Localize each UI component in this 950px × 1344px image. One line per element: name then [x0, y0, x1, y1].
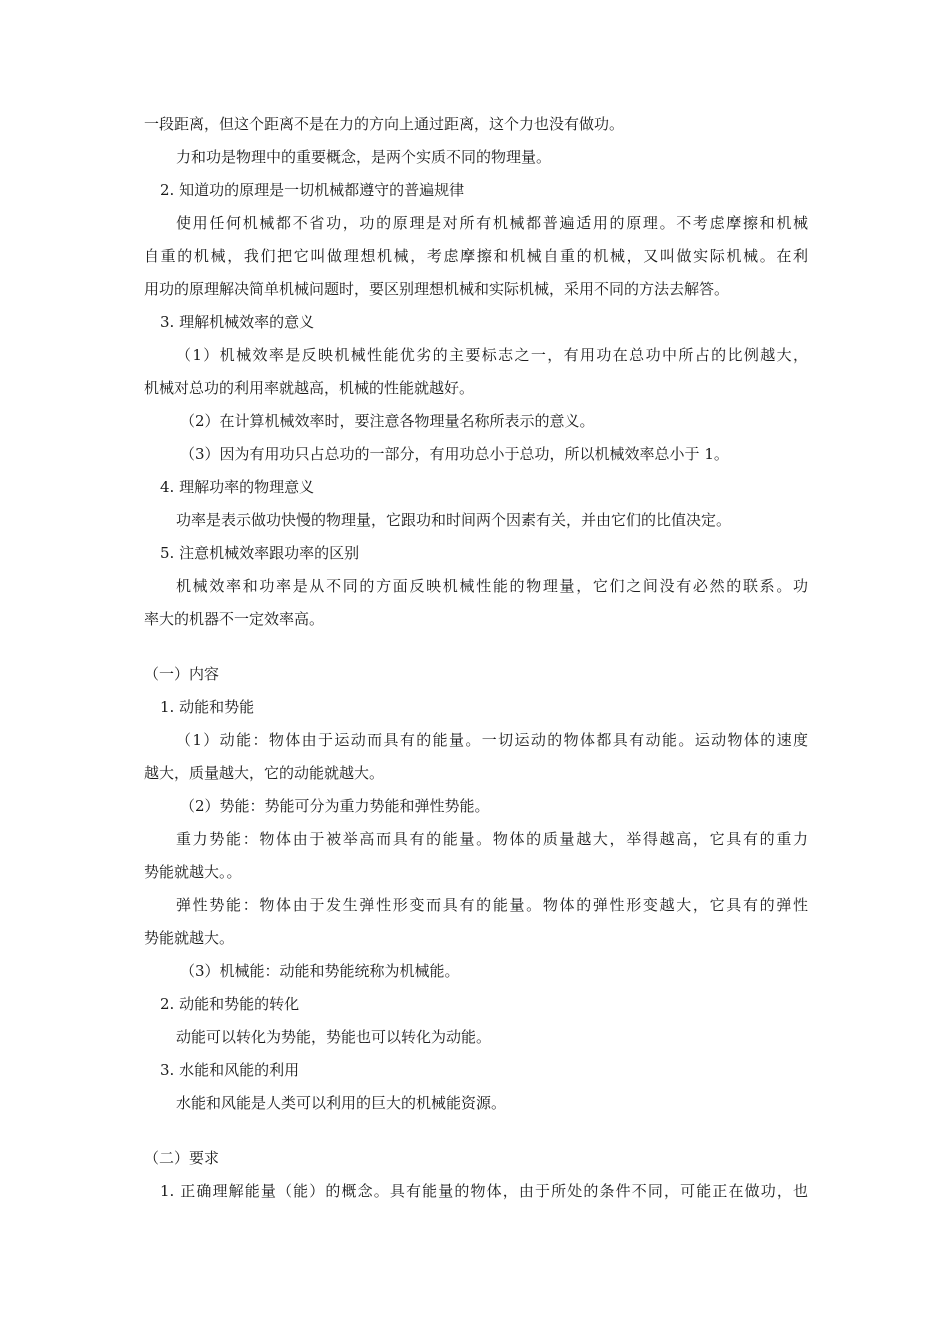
- heading-item: 1. 正确理解能量（能）的概念。具有能量的物体，由于所处的条件不同，可能正在做功，也: [160, 1182, 808, 1200]
- text-line: 使用任何机械都不省功，功的原理是对所有机械都普遍适用的原理。不考虑摩擦和机械: [176, 214, 808, 232]
- heading-item: 4. 理解功率的物理意义: [160, 478, 315, 496]
- text-line: 用功的原理解决简单机械问题时，要区别理想机械和实际机械，采用不同的方法去解答。: [144, 280, 730, 298]
- text-line: （1）机械效率是反映机械性能优劣的主要标志之一，有用功在总功中所占的比例越大，: [176, 346, 808, 364]
- heading-item: 5. 注意机械效率跟功率的区别: [160, 544, 360, 562]
- document-page: [144, 108, 808, 1208]
- heading-item: 2. 动能和势能的转化: [160, 995, 300, 1013]
- heading-item: 2. 知道功的原理是一切机械都遵守的普遍规律: [160, 181, 465, 199]
- text-line: 势能就越大。: [144, 929, 235, 947]
- heading-item: 1. 动能和势能: [160, 698, 255, 716]
- text-line: 机械对总功的利用率就越高，机械的性能就越好。: [144, 379, 475, 397]
- heading-item: 3. 水能和风能的利用: [160, 1061, 300, 1079]
- text-line: （2）在计算机械效率时，要注意各物理量名称所表示的意义。: [180, 412, 595, 430]
- text-line: 重力势能：物体由于被举高而具有的能量。物体的质量越大，举得越高，它具有的重力: [176, 830, 808, 848]
- text-line: 水能和风能是人类可以利用的巨大的机械能资源。: [176, 1094, 507, 1112]
- text-line: 力和功是物理中的重要概念，是两个实质不同的物理量。: [176, 148, 552, 166]
- text-line: 一段距离，但这个距离不是在力的方向上通过距离，这个力也没有做功。: [144, 115, 625, 133]
- text-line: （2）势能：势能可分为重力势能和弹性势能。: [180, 797, 490, 815]
- text-line: （3）因为有用功只占总功的一部分，有用功总小于总功，所以机械效率总小于 1。: [180, 445, 729, 463]
- text-line: 动能可以转化为势能，势能也可以转化为动能。: [176, 1028, 492, 1046]
- text-line: 自重的机械，我们把它叫做理想机械，考虑摩擦和机械自重的机械，又叫做实际机械。在利: [144, 247, 808, 265]
- text-line: 越大，质量越大，它的动能就越大。: [144, 764, 385, 782]
- text-line: 弹性势能：物体由于发生弹性形变而具有的能量。物体的弹性形变越大，它具有的弹性: [176, 896, 808, 914]
- text-line: 势能就越大。。: [144, 863, 242, 881]
- text-line: 率大的机器不一定效率高。: [144, 610, 325, 628]
- heading-item: 3. 理解机械效率的意义: [160, 313, 315, 331]
- text-line: 功率是表示做功快慢的物理量，它跟功和时间两个因素有关，并由它们的比值决定。: [176, 511, 732, 529]
- text-line: （3）机械能：动能和势能统称为机械能。: [180, 962, 460, 980]
- section-heading: （二）要求: [144, 1149, 220, 1167]
- text-line: 机械效率和功率是从不同的方面反映机械性能的物理量，它们之间没有必然的联系。功: [176, 577, 808, 595]
- text-line: （1）动能：物体由于运动而具有的能量。一切运动的物体都具有动能。运动物体的速度: [176, 731, 808, 749]
- section-heading: （一）内容: [144, 665, 220, 683]
